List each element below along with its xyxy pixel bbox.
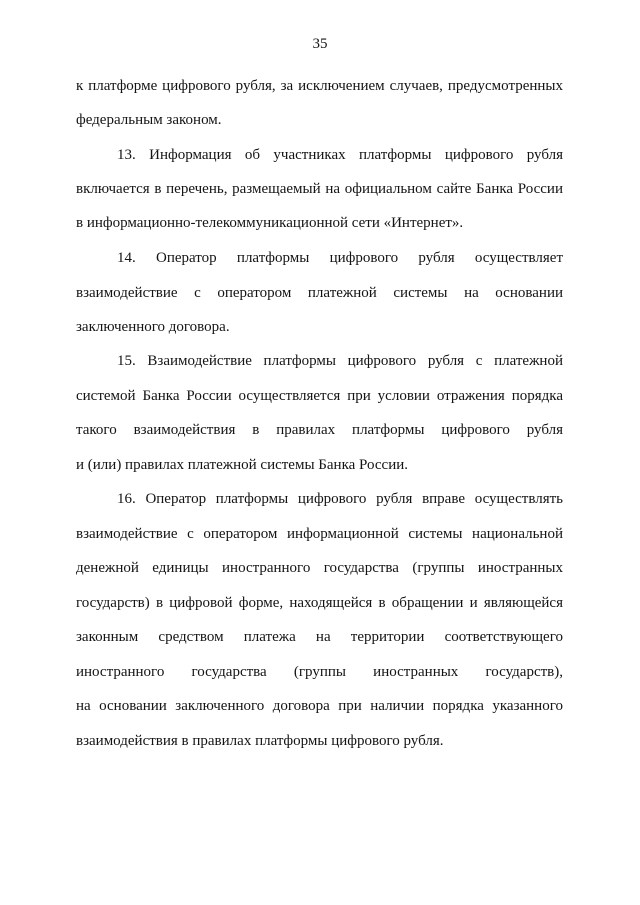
text-line: к платформе цифрового рубля, за исключением случаев, предусмотренных <box>76 78 563 94</box>
text-line: на основании заключенного договора при наличии порядка указанного <box>76 698 563 714</box>
text-line: федеральным законом. <box>76 112 222 128</box>
text-line: в информационно-телекоммуникационной сети «Интернет». <box>76 215 464 231</box>
text-line: государств) в цифровой форме, находящейся в обращении и являющейся <box>76 595 563 611</box>
paragraph-16-first-line: 16. Оператор платформы цифрового рубля вправе осуществлять <box>117 491 563 507</box>
text-line: системой Банка России осуществляется при условии отражения порядка <box>76 388 563 404</box>
text-line: иностранного государства (группы иностранных государств), <box>76 664 563 680</box>
page-number: 35 <box>312 36 328 52</box>
paragraph-13-first-line: 13. Информация об участниках платформы цифрового рубля <box>117 147 563 163</box>
paragraph-14-first-line: 14. Оператор платформы цифрового рубля осуществляет <box>117 250 563 266</box>
paragraph-15-first-line: 15. Взаимодействие платформы цифрового рубля с платежной <box>117 353 563 369</box>
text-line: денежной единицы иностранного государства (группы иностранных <box>76 560 563 576</box>
text-line: включается в перечень, размещаемый на официальном сайте Банка России <box>76 181 563 197</box>
text-line: и (или) правилах платежной системы Банка России. <box>76 457 409 473</box>
text-line: заключенного договора. <box>76 319 230 335</box>
text-line: такого взаимодействия в правилах платформы цифрового рубля <box>76 422 563 438</box>
text-line: законным средством платежа на территории соответствующего <box>76 629 563 645</box>
text-line: взаимодействие с оператором платежной системы на основании <box>76 285 563 301</box>
text-line: взаимодействие с оператором информационной системы национальной <box>76 526 563 542</box>
text-line: взаимодействия в правилах платформы цифрового рубля. <box>76 733 444 749</box>
